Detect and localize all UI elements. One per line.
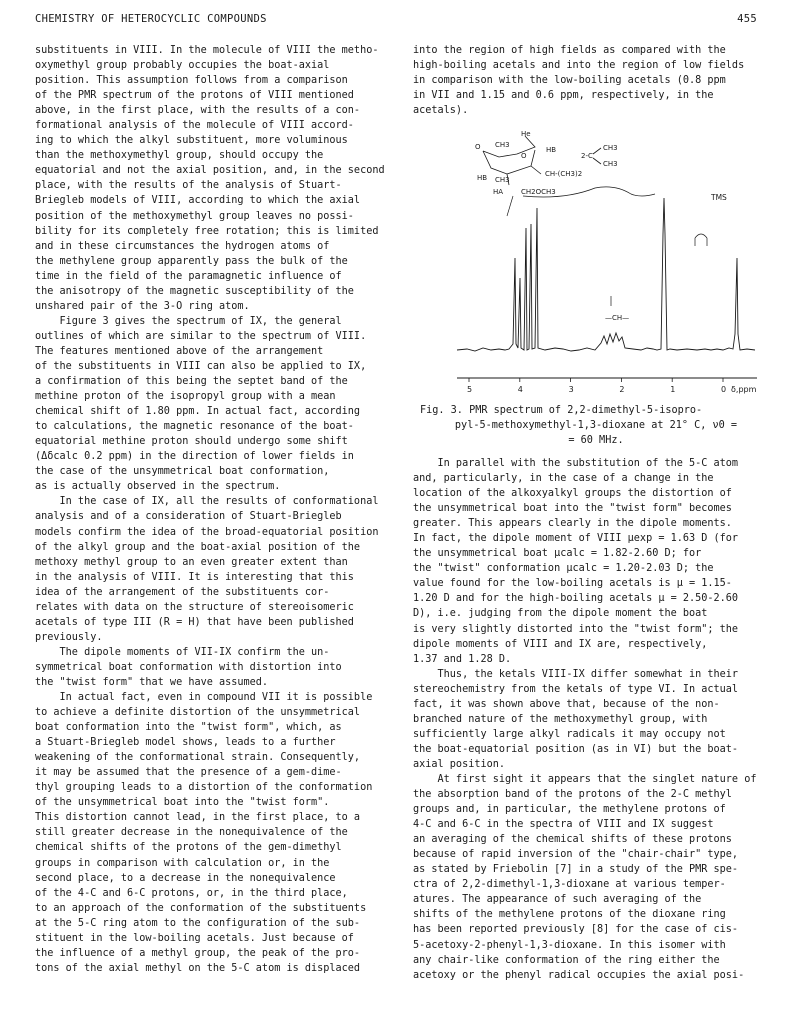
text-line: acetals). (413, 105, 469, 117)
axis-tick-label: 3 (568, 385, 574, 394)
text-line: symmetrical boat conformation with distortion into (35, 661, 342, 673)
struct-label-hb-right: HB (546, 146, 557, 154)
text-line: of the 4-C and 6-C protons, or, in the third place, (35, 887, 348, 899)
text-line: chemical shifts of the protons of the gem-dimethyl (35, 842, 342, 854)
text-line: as is actually observed in the spectrum. (35, 481, 281, 493)
text-line: an averaging of the chemical shifts of these protons (413, 834, 732, 846)
methine-ch-label: —CH— (605, 314, 630, 322)
text-line: still greater decrease in the nonequivalence of the (35, 827, 348, 839)
text-line: analysis and of a consideration of Stuart-Briegleb (35, 511, 342, 523)
text-line: D), i.e. judging from the dipole moment the boat (413, 608, 708, 620)
text-line: formational analysis of the molecule of VIII accord- (35, 120, 354, 132)
axis-tick-label: 2 (619, 385, 625, 394)
text-line: oxymethyl group probably occupies the boat-axial (35, 60, 330, 72)
text-line: (Δδcalc 0.2 ppm) in the direction of lower fields in (35, 451, 354, 463)
struct-label-ch3-b: CH3 (603, 160, 618, 168)
text-line: branched nature of the methoxymethyl group, with (413, 713, 708, 725)
text-line: location of the alkoxyalkyl groups the distortion of (413, 488, 732, 500)
text-line: the absorption band of the protons of the 2-C methyl (413, 789, 732, 801)
text-line: to an approach of the conformation of the substituents (35, 902, 367, 914)
page-number: 455 (737, 13, 757, 25)
text-line: and in these circumstances the hydrogen atoms of (35, 240, 330, 252)
text-line: of the unsymmetrical boat into the "twist form". (35, 797, 330, 809)
text-line: at the 5-C ring atom to the configuration of the sub- (35, 917, 361, 929)
axis-unit-label: δ,ppm (731, 385, 757, 394)
text-line: unshared pair of the 3-O ring atom. (35, 300, 250, 312)
text-line: the unsymmetrical boat μcalc = 1.82-2.60 D; for (413, 548, 702, 560)
text-line: place, with the results of the analysis of Stuart- (35, 180, 342, 192)
running-header (35, 13, 757, 29)
text-line: has been reported previously [8] for the case of cis- (413, 924, 739, 936)
text-line: boat conformation into the "twist form", which, as (35, 722, 342, 734)
text-line: fact, it was shown above that, because of the non- (413, 698, 720, 710)
text-line: idea of the arrangement of the substituents cor- (35, 586, 330, 598)
struct-label-o-mid: O (521, 152, 527, 160)
text-line: 4-C and 6-C in the spectra of VIII and IX suggest (413, 819, 714, 831)
text-line: stereochemistry from the ketals of type VI. In actual (413, 683, 739, 695)
text-line: greater. This appears clearly in the dipole moments. (413, 518, 732, 530)
text-line: This distortion cannot lead, in the first place, to a (35, 812, 361, 824)
text-line: in comparison with the low-boiling acetals (0.8 ppm (413, 75, 726, 87)
text-line: than the methoxymethyl group, should occupy the (35, 150, 324, 162)
text-line: acetals of type III (R = H) that have been published (35, 616, 354, 628)
text-line: the "twist" conformation μcalc = 1.20-2.03 D; the (413, 563, 714, 575)
text-line: pyl-5-methoxymethyl-1,3-dioxane at 21° C, ν0 = (454, 420, 738, 432)
text-line: as stated by Friebolin [7] in a study of the PMR spe- (413, 864, 739, 876)
pmr-spectrum-figure (455, 130, 765, 400)
text-line: of the PMR spectrum of the protons of VIII mentioned (35, 90, 354, 102)
axis-tick-label: 0 (721, 385, 727, 394)
text-line: the anisotropy of the magnetic susceptibility of the (35, 285, 354, 297)
text-line: the unsymmetrical boat into the "twist form" becomes (413, 503, 732, 515)
text-line: value found for the low-boiling acetals is μ = 1.15- (413, 578, 732, 590)
text-line: groups in comparison with calculation or, in the (35, 857, 330, 869)
text-line: sufficiently large alkyl radicals it may occupy not (413, 728, 726, 740)
text-line: In actual fact, even in compound VII it is possible (35, 692, 373, 704)
text-line: chemical shift of 1.80 ppm. In actual fact, according (35, 406, 361, 418)
text-line: time in the field of the paramagnetic influence of (35, 270, 342, 282)
tms-label: TMS (711, 193, 727, 202)
text-line: acetoxy or the phenyl radical occupies the axial posi- (413, 969, 745, 981)
text-line: the influence of a methyl group, the peak of the pro- (35, 947, 361, 959)
left-text-column (35, 43, 395, 976)
text-line: any chair-like conformation of the ring either the (413, 954, 720, 966)
text-line: dipole moments of VIII and IX are, respectively, (413, 638, 708, 650)
struct-label-o-left: O (475, 143, 481, 151)
text-line: The features mentioned above of the arrangement (35, 345, 324, 357)
text-line: bility for its completely free rotation; this is limited (35, 225, 379, 237)
text-line: shifts of the methylene protons of the dioxane ring (413, 909, 726, 921)
text-line: the boat-equatorial position (as in VI) but the boat- (413, 743, 739, 755)
text-line: methoxy methyl group to an even greater extent than (35, 556, 348, 568)
text-line: outlines of which are similar to the spectrum of VIII. (35, 330, 367, 342)
text-line: The dipole moments of VII-IX confirm the un- (35, 646, 330, 658)
axis-tick-label: 1 (670, 385, 676, 394)
text-line: models confirm the idea of the broad-equatorial position (35, 526, 379, 538)
text-line: 1.20 D and for the high-boiling acetals μ = 2.50-2.60 (413, 593, 739, 605)
text-line: in the analysis of VIII. It is interesting that this (35, 571, 354, 583)
text-line: above, in the first place, with the results of a con- (35, 105, 361, 117)
struct-label-ch2och3: CH2OCH3 (521, 188, 556, 196)
text-line: a confirmation of this being the septet band of the (35, 376, 348, 388)
text-line: atures. The appearance of such averaging of the (413, 894, 702, 906)
text-line: it may be assumed that the presence of a gem-dime- (35, 767, 342, 779)
struct-label-hb-left: HB (477, 174, 488, 182)
text-line: At first sight it appears that the singlet nature of (413, 773, 757, 785)
spectrum-svg (455, 130, 765, 400)
axis-tick-label: 5 (467, 385, 473, 394)
text-line: In parallel with the substitution of the 5-C atom (413, 458, 739, 469)
journal-title: CHEMISTRY OF HETEROCYCLIC COMPOUNDS (35, 13, 267, 25)
text-line: tons of the axial methyl on the 5-C atom is displaced (35, 962, 361, 974)
text-line: stituent in the low-boiling acetals. Just because of (35, 932, 354, 944)
text-line: groups and, in particular, the methylene protons of (413, 804, 726, 816)
struct-label-ch-ch3-2: CH-(CH3)2 (545, 170, 583, 178)
text-line: position of the methoxymethyl group leaves no possi- (35, 210, 354, 222)
text-line: ing to which the alkyl substituent, more voluminous (35, 135, 348, 147)
right-text-column-top (413, 43, 773, 118)
struct-label-ch3-left: CH3 (495, 176, 510, 184)
text-line: equatorial methine proton should undergo some shift (35, 436, 348, 448)
text-line: to calculations, the magnetic resonance of the boat- (35, 421, 354, 433)
text-line: the "twist form" that we have assumed. (35, 676, 269, 688)
text-line: of the substituents in VIII can also be applied to IX, (35, 360, 367, 372)
text-line: position. This assumption follows from a comparison (35, 75, 348, 87)
right-text-column-bottom (413, 456, 773, 983)
text-line: ctra of 2,2-dimethyl-1,3-dioxane at various temper- (413, 879, 726, 891)
spectrum-trace (457, 198, 755, 351)
struct-label-2c: 2-C (581, 152, 593, 160)
text-line: axial position. (413, 758, 506, 770)
text-line: and, particularly, in the case of a change in the (413, 473, 714, 485)
text-line: a Stuart-Briegleb model shows, leads to a further (35, 737, 336, 749)
figure-caption (420, 403, 772, 448)
text-line: thyl grouping leads to a distortion of the conformation (35, 782, 373, 794)
text-line: previously. (35, 631, 103, 643)
text-line: relates with data on the structure of stereoisomeric (35, 601, 354, 613)
struct-label-ch3-top: CH3 (495, 141, 510, 149)
text-line: of the alkyl group and the boat-axial position of the (35, 541, 361, 553)
text-line: Figure 3 gives the spectrum of IX, the general (35, 315, 342, 327)
text-line: = 60 MHz. (568, 435, 624, 447)
text-line: equatorial and not the axial position, and, in the second (35, 165, 385, 177)
text-line: 1.37 and 1.28 D. (413, 653, 512, 665)
text-line: weakening of the conformational strain. Consequently, (35, 752, 361, 764)
struct-label-ch3-a: CH3 (603, 144, 618, 152)
text-line: into the region of high fields as compared with the (413, 45, 726, 56)
text-line: Thus, the ketals VIII-IX differ somewhat in their (413, 668, 739, 680)
integration-marker (695, 234, 707, 246)
struct-label-he: He (521, 130, 531, 138)
text-line: 5-acetoxy-2-phenyl-1,3-dioxane. In this isomer with (413, 939, 726, 951)
axis-tick-label: 4 (517, 385, 523, 394)
struct-label-ha: HA (493, 188, 504, 196)
text-line: is very slightly distorted into the "twist form"; the (413, 623, 739, 635)
text-line: high-boiling acetals and into the region of low fields (413, 60, 745, 72)
text-line: In the case of IX, all the results of conformational (35, 496, 379, 508)
text-line: substituents in VIII. In the molecule of VIII the metho- (35, 45, 379, 56)
text-line: In fact, the dipole moment of VIII μexp = 1.63 D (for (413, 533, 739, 545)
text-line: Fig. 3. PMR spectrum of 2,2-dimethyl-5-isopro- (420, 405, 703, 416)
text-line: in VII and 1.15 and 0.6 ppm, respectively, in the (413, 90, 714, 102)
x-axis-ticks (467, 378, 757, 394)
text-line: the case of the unsymmetrical boat conformation, (35, 466, 330, 478)
text-line: the methylene group apparently pass the bulk of the (35, 255, 348, 267)
text-line: to achieve a definite distortion of the unsymmetrical (35, 707, 361, 719)
text-line: Briegleb models of VIII, according to which the axial (35, 195, 361, 207)
text-line: second place, to a decrease in the nonequivalence (35, 872, 336, 884)
text-line: because of rapid inversion of the "chair-chair" type, (413, 849, 739, 861)
text-line: methine proton of the isopropyl group with a mean (35, 391, 336, 403)
